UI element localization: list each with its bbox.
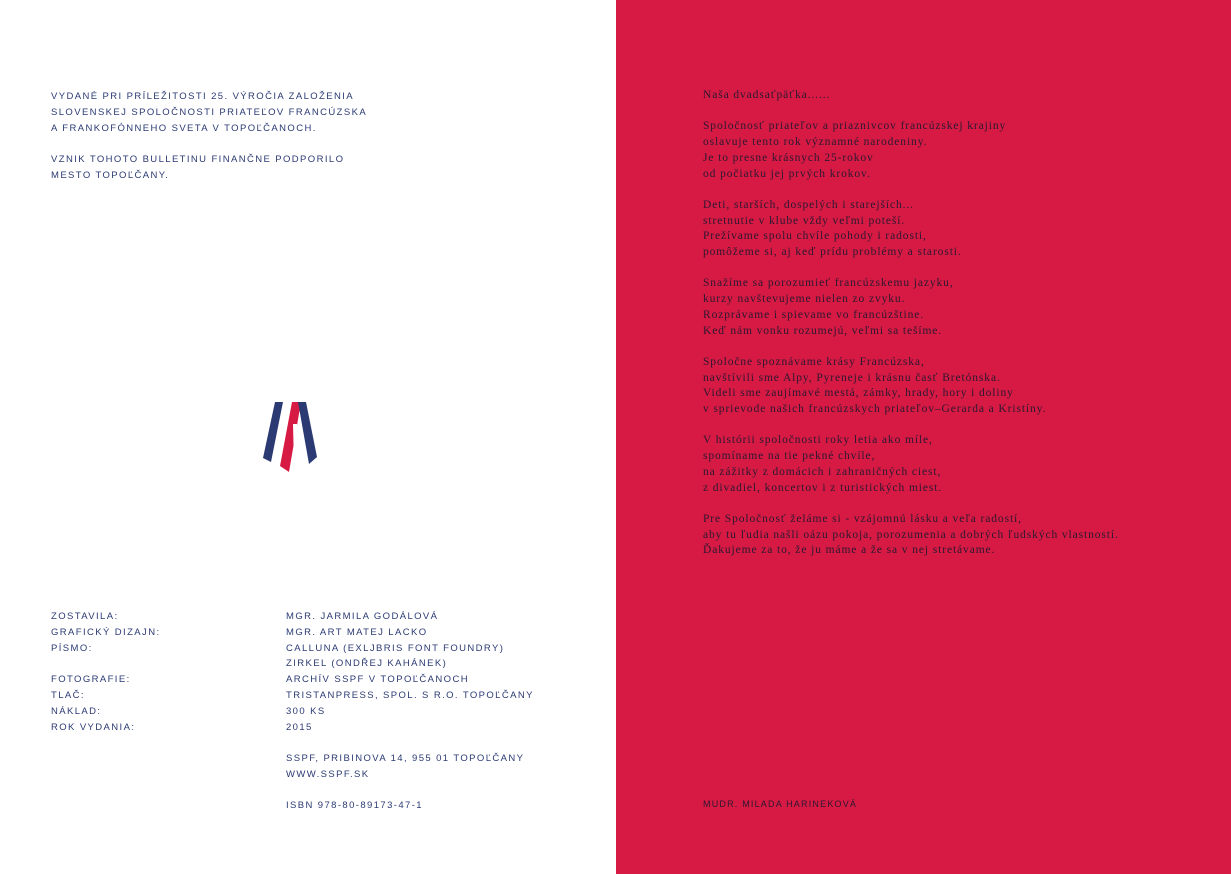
credits-block [51, 609, 591, 735]
intro-line: MESTO TOPOĽČANY. [51, 170, 170, 181]
address-line: SSPF, PRIBINOVA 14, 955 01 TOPOĽČANY [286, 753, 525, 764]
poem-line: oslavuje tento rok významné narodeniny. [703, 136, 928, 149]
poem-line: Keď nám vonku rozumejú, veľmi sa tešíme. [703, 324, 943, 337]
credit-value: CALLUNA (EXLJBRIS FONT FOUNDRY) [286, 642, 505, 654]
stanza-gap [703, 418, 1203, 434]
poem-line: aby tu ľudia našli oázu pokoja, porozumenia a dobrých ľudských vlastností. [703, 528, 1119, 541]
credit-value: ARCHÍV SSPF V TOPOĽČANOCH [286, 674, 469, 686]
logo-blue-right-stroke [298, 402, 317, 464]
stanza-gap [703, 261, 1203, 277]
stanza-gap [703, 104, 1203, 120]
poem-line: Spoločnosť priateľov a priaznivcov francúzskej krajiny [703, 120, 1007, 133]
credit-value: TRISTANPRESS, SPOL. S R.O. TOPOĽČANY [286, 689, 534, 701]
credit-value: MGR. ART MATEJ LACKO [286, 626, 428, 638]
stanza-gap [703, 339, 1203, 355]
poem-line: z divadiel, koncertov i z turistických miest. [703, 481, 943, 494]
isbn: ISBN 978-80-89173-47-1 [286, 800, 423, 811]
poem-line: spomíname na tie pekné chvíle, [703, 450, 876, 463]
poem-line: Rozprávame i spievame vo francúzštine. [703, 308, 925, 321]
poem-line: Snažíme sa porozumieť francúzskemu jazyku, [703, 277, 954, 290]
poem-line: Spoločne spoznávame krásy Francúzska, [703, 355, 925, 368]
intro-text [51, 89, 471, 184]
website-link[interactable]: WWW.SSPF.SK [286, 769, 370, 780]
credit-label: FOTOGRAFIE: [51, 674, 131, 686]
credit-label: TLAČ: [51, 689, 85, 701]
credit-row [51, 672, 591, 688]
logo-white-cut [293, 424, 300, 466]
credit-label: ZOSTAVILA: [51, 611, 119, 622]
credit-label [51, 656, 286, 672]
credit-row [51, 641, 591, 657]
poem-line: stretnutie v klube vždy veľmi poteší. [703, 214, 906, 227]
stanza-gap [703, 496, 1203, 512]
poem-line: Deti, starších, dospelých i starejších... [703, 198, 914, 211]
credit-row [51, 625, 591, 641]
poem-line: na zážitky z domácich i zahraničných ciest, [703, 465, 942, 478]
credit-value: ZIRKEL (ONDŘEJ KAHÁNEK) [286, 658, 448, 670]
poem-line: navštívili sme Alpy, Pyreneje i krásnu časť Bretónska. [703, 371, 1001, 384]
poem-line: Je to presne krásnych 25-rokov [703, 151, 874, 164]
poem-line: v sprievode našich francúzskych priateľov–Gerarda a Kristíny. [703, 403, 1047, 415]
poem-line: V histórii spoločnosti roky letia ako míle, [703, 434, 933, 447]
credit-row [51, 609, 591, 625]
poem-line: Ďakujeme za to, že ju máme a že sa v nej stretávame. [703, 544, 996, 557]
credit-value: 2015 [286, 721, 313, 733]
intro-line: VYDANÉ PRI PRÍLEŽITOSTI 25. VÝROČIA ZALOŽENIA [51, 91, 355, 102]
paragraph-gap [286, 783, 586, 798]
poem-line: Pre Spoločnosť želáme si - vzájomnú lásku a veľa radostí, [703, 512, 1022, 525]
intro-line: A FRANKOFÓNNEHO SVETA V TOPOĽČANOCH. [51, 123, 317, 134]
address-block [286, 751, 586, 814]
credit-row [51, 704, 591, 720]
poem-line: pomôžeme si, aj keď prídu problémy a starosti. [703, 246, 962, 258]
stylized-a-logo-icon [262, 402, 318, 474]
paragraph-gap [51, 137, 471, 152]
poem-line: od počiatku jej prvých krokov. [703, 167, 871, 180]
stanza-gap [703, 182, 1203, 198]
credit-value: MGR. JARMILA GODÁLOVÁ [286, 611, 439, 622]
poem-line: Prežívame spolu chvíle pohody i radosti, [703, 230, 927, 243]
poem-line: Videli sme zaujímavé mestá, zámky, hrady, hory i doliny [703, 387, 1014, 400]
credit-row [51, 688, 591, 704]
credit-label: GRAFICKÝ DIZAJN: [51, 626, 161, 638]
credit-value: 300 KS [286, 705, 326, 717]
credit-row [51, 720, 591, 736]
intro-line: SLOVENSKEJ SPOLOČNOSTI PRIATEĽOV FRANCÚZSKA [51, 107, 368, 118]
intro-line: VZNIK TOHOTO BULLETINU FINANČNE PODPORILO [51, 154, 345, 165]
credit-row [51, 656, 591, 672]
credit-label: NÁKLAD: [51, 705, 102, 717]
author-signature: MUDR. MILADA HARINEKOVÁ [703, 799, 858, 809]
poem [703, 88, 1203, 559]
poem-line: kurzy navštevujeme nielen zo zvyku. [703, 293, 906, 306]
poem-title: Naša dvadsaťpäťka...... [703, 89, 831, 101]
logo-blue-left-stroke [263, 402, 283, 462]
credit-label: ROK VYDANIA: [51, 721, 136, 733]
credit-label: PÍSMO: [51, 642, 93, 654]
